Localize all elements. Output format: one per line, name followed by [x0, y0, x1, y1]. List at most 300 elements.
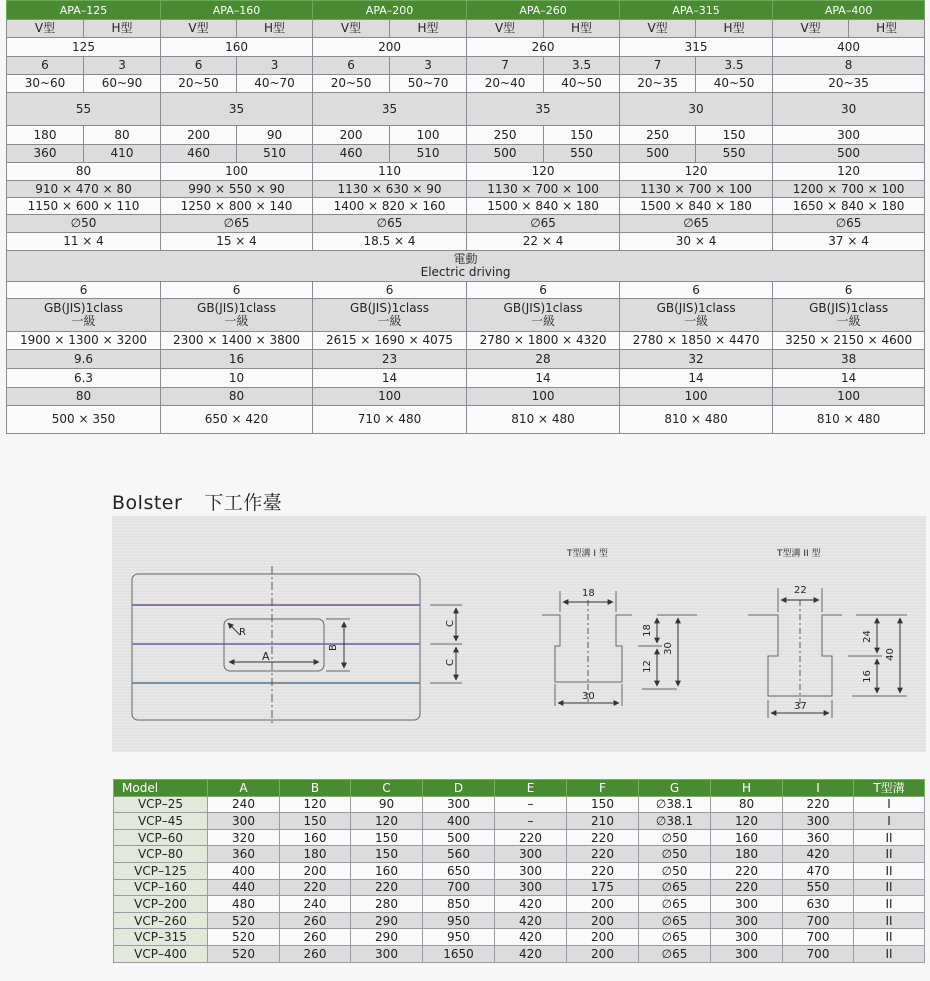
precision-cell — [467, 299, 620, 332]
value-cell: – — [495, 796, 567, 813]
table-row — [114, 796, 925, 813]
value-cell: II — [854, 912, 925, 929]
stroke_a-v: 200 — [161, 126, 237, 145]
model-cell: VCP–25 — [114, 796, 208, 813]
column-header: T型溝 — [854, 780, 925, 797]
slide_adjustment-cell: 100 — [161, 163, 313, 181]
value-cell: – — [495, 813, 567, 830]
model-cell: VCP–60 — [114, 829, 208, 846]
stroke_length-h: 3 — [237, 57, 313, 75]
motor-cell: 22 × 4 — [467, 233, 620, 251]
table-row — [114, 813, 925, 830]
tslot1-upper-depth: 18 — [641, 624, 653, 637]
stroke_b-v: 360 — [7, 145, 84, 163]
stroke_length-row — [7, 57, 925, 75]
column-header: I — [783, 780, 854, 797]
table-row — [114, 879, 925, 896]
slide_adjustment-cell: 80 — [7, 163, 161, 181]
value-cell: 175 — [567, 879, 639, 896]
shank_hole-cell: ∅65 — [467, 215, 620, 233]
value-cell: 420 — [495, 912, 567, 929]
model-cell: VCP–315 — [114, 929, 208, 946]
label-b: B — [327, 644, 339, 651]
label-c-upper: C — [444, 620, 456, 627]
die_cushion_stroke-cell: 100 — [773, 388, 925, 406]
value-cell: 120 — [351, 813, 423, 830]
die_cushion_stroke-cell: 100 — [620, 388, 773, 406]
strokes_per_min-h: 40~50 — [544, 75, 620, 93]
value-cell: 520 — [208, 929, 280, 946]
model-header: APA–160 — [161, 1, 313, 20]
value-cell: 420 — [495, 929, 567, 946]
strokes_per_min-row — [7, 75, 925, 93]
value-cell: 260 — [280, 929, 351, 946]
strokes_per_min-h: 40~70 — [237, 75, 313, 93]
value-cell: 200 — [567, 929, 639, 946]
value-cell: 850 — [423, 896, 495, 913]
dimensions-cell: 2780 × 1850 × 4470 — [620, 332, 773, 350]
motor-cell: 30 × 4 — [620, 233, 773, 251]
stroke_length-cell: 8 — [773, 57, 925, 75]
strokes_per_min-v: 20~40 — [467, 75, 544, 93]
die_cushion_stroke-row — [7, 388, 925, 406]
type-v: V型 — [313, 20, 390, 38]
die_cushion_capacity-cell: 14 — [620, 369, 773, 388]
value-cell: ∅38.1 — [639, 813, 711, 830]
value-cell: ∅50 — [639, 862, 711, 879]
value-cell: 300 — [351, 945, 423, 962]
bolster_area-cell: 1150 × 600 × 110 — [7, 198, 161, 215]
stroke_b-v: 460 — [313, 145, 390, 163]
shank_hole-cell: ∅65 — [161, 215, 313, 233]
stroke_b-h: 550 — [696, 145, 773, 163]
dimensions-cell: 1900 × 1300 × 3200 — [7, 332, 161, 350]
value-cell: 80 — [711, 796, 783, 813]
value-cell: II — [854, 945, 925, 962]
precision-zh: 一級 — [684, 314, 709, 328]
dimensions-cell: 2300 × 1400 × 3800 — [161, 332, 313, 350]
stroke_b-row — [7, 145, 925, 163]
value-cell: 420 — [783, 846, 854, 863]
capacity-cell: 125 — [7, 38, 161, 57]
stroke_a-h: 90 — [237, 126, 313, 145]
shank_hole-cell: ∅50 — [7, 215, 161, 233]
bolster_area-cell: 1250 × 800 × 140 — [161, 198, 313, 215]
precision-en: GB(JIS)1class — [197, 301, 277, 315]
rated_tonnage_point-cell: 55 — [7, 93, 161, 126]
value-cell: 700 — [423, 879, 495, 896]
model-header: APA–315 — [620, 1, 773, 20]
weight-cell: 16 — [161, 350, 313, 369]
precision-cell — [620, 299, 773, 332]
stroke_b-v: 500 — [620, 145, 696, 163]
strokes_per_min-h: 60~90 — [84, 75, 161, 93]
precision-cell — [313, 299, 467, 332]
tslot1-lower-depth: 12 — [641, 660, 653, 673]
value-cell: I — [854, 813, 925, 830]
value-cell: 120 — [280, 796, 351, 813]
drive-row — [7, 251, 925, 282]
stroke_a-row — [7, 126, 925, 145]
table-row — [114, 846, 925, 863]
value-cell: 630 — [783, 896, 854, 913]
value-cell: 420 — [495, 896, 567, 913]
label-c-lower: C — [444, 659, 456, 666]
type-row — [7, 20, 925, 38]
air_pressure-cell: 6 — [467, 282, 620, 299]
value-cell: 400 — [423, 813, 495, 830]
value-cell: 290 — [351, 912, 423, 929]
stroke_length-v: 7 — [620, 57, 696, 75]
value-cell: II — [854, 879, 925, 896]
die_cushion_area-cell: 650 × 420 — [161, 406, 313, 434]
dimensions-row — [7, 332, 925, 350]
table-row — [114, 829, 925, 846]
model-cell: VCP–200 — [114, 896, 208, 913]
die_cushion_area-cell: 810 × 480 — [773, 406, 925, 434]
type-v: V型 — [620, 20, 696, 38]
strokes_per_min-v: 20~50 — [161, 75, 237, 93]
label-r: R — [239, 627, 246, 638]
die_cushion_area-row — [7, 406, 925, 434]
value-cell: 320 — [208, 829, 280, 846]
value-cell: 180 — [711, 846, 783, 863]
value-cell: 220 — [783, 796, 854, 813]
stroke_length-h: 3.5 — [544, 57, 620, 75]
tslot2-lower-depth: 16 — [861, 670, 873, 683]
bolster-title-zh: 下工作臺 — [204, 492, 283, 514]
strokes_per_min-v: 20~35 — [620, 75, 696, 93]
stroke_a-v: 180 — [7, 126, 84, 145]
value-cell: II — [854, 829, 925, 846]
stroke_length-h: 3 — [84, 57, 161, 75]
model-header: APA–400 — [773, 1, 925, 20]
weight-cell: 28 — [467, 350, 620, 369]
precision-zh: 一級 — [836, 314, 861, 328]
stroke_b-h: 510 — [237, 145, 313, 163]
value-cell: 300 — [711, 929, 783, 946]
vcp-header-row — [114, 780, 925, 797]
slide_adjustment-cell: 120 — [467, 163, 620, 181]
tslot1-bottom-width: 30 — [582, 691, 595, 702]
type-h: H型 — [390, 20, 467, 38]
bolster_area-row — [7, 198, 925, 215]
drive-en: Electric driving — [420, 265, 511, 279]
stroke_length-v: 6 — [313, 57, 390, 75]
precision-zh: 一級 — [531, 314, 556, 328]
shank_hole-row — [7, 215, 925, 233]
precision-row — [7, 299, 925, 332]
value-cell: 420 — [495, 945, 567, 962]
stroke_length-h: 3 — [390, 57, 467, 75]
value-cell: 470 — [783, 862, 854, 879]
air_pressure-cell: 6 — [161, 282, 313, 299]
die_cushion_capacity-cell: 10 — [161, 369, 313, 388]
value-cell: 240 — [208, 796, 280, 813]
model-header-row — [7, 1, 925, 20]
dimensions-cell: 2780 × 1800 × 4320 — [467, 332, 620, 350]
value-cell: 90 — [351, 796, 423, 813]
air_pressure-row — [7, 282, 925, 299]
value-cell: 150 — [280, 813, 351, 830]
precision-en: GB(JIS)1class — [809, 301, 889, 315]
value-cell: 260 — [280, 912, 351, 929]
value-cell: 700 — [783, 945, 854, 962]
value-cell: ∅50 — [639, 846, 711, 863]
stroke_a-h: 150 — [696, 126, 773, 145]
stroke_a-v: 250 — [620, 126, 696, 145]
die_cushion_capacity-cell: 14 — [467, 369, 620, 388]
die_cushion_capacity-cell: 14 — [773, 369, 925, 388]
capacity-cell: 200 — [313, 38, 467, 57]
motor-row — [7, 233, 925, 251]
value-cell: ∅65 — [639, 929, 711, 946]
value-cell: ∅65 — [639, 912, 711, 929]
column-header: B — [280, 780, 351, 797]
die_cushion_stroke-cell: 100 — [467, 388, 620, 406]
precision-en: GB(JIS)1class — [44, 301, 124, 315]
tslot1-top-width: 18 — [582, 588, 595, 599]
value-cell: 150 — [351, 829, 423, 846]
shank_hole-cell: ∅65 — [773, 215, 925, 233]
type-v: V型 — [161, 20, 237, 38]
value-cell: ∅65 — [639, 879, 711, 896]
slide_area-cell: 1130 × 700 × 100 — [467, 181, 620, 198]
value-cell: 290 — [351, 929, 423, 946]
precision-cell — [773, 299, 925, 332]
model-cell: VCP–45 — [114, 813, 208, 830]
stroke_a-h: 100 — [390, 126, 467, 145]
value-cell: 220 — [280, 879, 351, 896]
capacity-cell: 315 — [620, 38, 773, 57]
precision-cell — [7, 299, 161, 332]
stroke_length-h: 3.5 — [696, 57, 773, 75]
value-cell: ∅50 — [639, 829, 711, 846]
stroke_b-h: 550 — [544, 145, 620, 163]
dimensions-cell: 3250 × 2150 × 4600 — [773, 332, 925, 350]
bolster-plan-view — [132, 566, 462, 726]
value-cell: II — [854, 862, 925, 879]
value-cell: 300 — [495, 846, 567, 863]
bolster-section-title — [112, 488, 282, 515]
value-cell: 240 — [280, 896, 351, 913]
weight-row — [7, 350, 925, 369]
value-cell: 300 — [711, 945, 783, 962]
weight-cell: 23 — [313, 350, 467, 369]
weight-cell: 32 — [620, 350, 773, 369]
column-header: H — [711, 780, 783, 797]
die_cushion_stroke-cell: 80 — [161, 388, 313, 406]
column-header: E — [495, 780, 567, 797]
strokes_per_min-v: 30~60 — [7, 75, 84, 93]
motor-cell: 15 × 4 — [161, 233, 313, 251]
bolster_area-cell: 1400 × 820 × 160 — [313, 198, 467, 215]
value-cell: 120 — [711, 813, 783, 830]
tslot1-title: T型溝 I 型 — [567, 549, 608, 559]
slide_area-cell: 1130 × 700 × 100 — [620, 181, 773, 198]
value-cell: 300 — [423, 796, 495, 813]
table-row — [114, 929, 925, 946]
value-cell: 160 — [280, 829, 351, 846]
value-cell: 200 — [567, 912, 639, 929]
value-cell: 300 — [711, 896, 783, 913]
value-cell: 200 — [567, 945, 639, 962]
stroke_b-v: 500 — [467, 145, 544, 163]
value-cell: 150 — [351, 846, 423, 863]
column-header: F — [567, 780, 639, 797]
slide_adjustment-cell: 120 — [773, 163, 925, 181]
value-cell: II — [854, 929, 925, 946]
model-cell: VCP–260 — [114, 912, 208, 929]
table-row — [114, 945, 925, 962]
precision-en: GB(JIS)1class — [350, 301, 430, 315]
die_cushion_capacity-row — [7, 369, 925, 388]
table-row — [114, 896, 925, 913]
shank_hole-cell: ∅65 — [313, 215, 467, 233]
precision-cell — [161, 299, 313, 332]
strokes_per_min-h: 50~70 — [390, 75, 467, 93]
rated_tonnage_point-cell: 30 — [773, 93, 925, 126]
value-cell: 300 — [495, 879, 567, 896]
model-cell: VCP–125 — [114, 862, 208, 879]
value-cell: 700 — [783, 912, 854, 929]
press-spec-table — [6, 0, 925, 434]
column-header: D — [423, 780, 495, 797]
type-h: H型 — [84, 20, 161, 38]
value-cell: 300 — [783, 813, 854, 830]
type-h: H型 — [544, 20, 620, 38]
precision-en: GB(JIS)1class — [656, 301, 736, 315]
rated_tonnage_point-row — [7, 93, 925, 126]
rated_tonnage_point-cell: 35 — [467, 93, 620, 126]
stroke_b-cell: 500 — [773, 145, 925, 163]
precision-zh: 一級 — [71, 314, 96, 328]
die_cushion_stroke-cell: 100 — [313, 388, 467, 406]
value-cell: I — [854, 796, 925, 813]
motor-cell: 37 × 4 — [773, 233, 925, 251]
slide_adjustment-row — [7, 163, 925, 181]
value-cell: 200 — [280, 862, 351, 879]
model-cell: VCP–80 — [114, 846, 208, 863]
value-cell: 480 — [208, 896, 280, 913]
type-h: H型 — [696, 20, 773, 38]
stroke_b-h: 510 — [390, 145, 467, 163]
precision-zh: 一級 — [224, 314, 249, 328]
type-v: V型 — [773, 20, 849, 38]
value-cell: 220 — [711, 879, 783, 896]
type-h: H型 — [237, 20, 313, 38]
table-row — [114, 912, 925, 929]
column-header: A — [208, 780, 280, 797]
bolster-diagram-panel — [112, 516, 926, 752]
dimensions-cell: 2615 × 1690 × 4075 — [313, 332, 467, 350]
stroke_a-v: 200 — [313, 126, 390, 145]
value-cell: 1650 — [423, 945, 495, 962]
precision-en: GB(JIS)1class — [503, 301, 583, 315]
rated_tonnage_point-cell: 35 — [161, 93, 313, 126]
capacity-row — [7, 38, 925, 57]
value-cell: ∅38.1 — [639, 796, 711, 813]
precision-zh: 一級 — [377, 314, 402, 328]
tslot-type2-drawing — [748, 588, 907, 718]
value-cell: 300 — [495, 862, 567, 879]
value-cell: 160 — [351, 862, 423, 879]
tslot2-bottom-width: 37 — [794, 701, 807, 712]
motor-cell: 11 × 4 — [7, 233, 161, 251]
value-cell: 220 — [351, 879, 423, 896]
air_pressure-cell: 6 — [620, 282, 773, 299]
value-cell: 360 — [208, 846, 280, 863]
slide_adjustment-cell: 110 — [313, 163, 467, 181]
die_cushion_capacity-cell: 6.3 — [7, 369, 161, 388]
model-header: APA–260 — [467, 1, 620, 20]
value-cell: 150 — [567, 796, 639, 813]
rated_tonnage_point-cell: 30 — [620, 93, 773, 126]
bolster-title-en: Bolster — [112, 492, 183, 514]
die_cushion_area-cell: 810 × 480 — [467, 406, 620, 434]
table-row — [114, 862, 925, 879]
stroke_length-v: 6 — [7, 57, 84, 75]
value-cell: 260 — [280, 945, 351, 962]
tslot2-total-depth: 40 — [884, 648, 896, 661]
value-cell: 300 — [711, 912, 783, 929]
bolster_area-cell: 1650 × 840 × 180 — [773, 198, 925, 215]
die_cushion_area-cell: 710 × 480 — [313, 406, 467, 434]
drive-zh: 電動 — [453, 252, 478, 266]
value-cell: 160 — [711, 829, 783, 846]
air_pressure-cell: 6 — [773, 282, 925, 299]
value-cell: 520 — [208, 912, 280, 929]
strokes_per_min-v: 20~50 — [313, 75, 390, 93]
tslot2-upper-depth: 24 — [861, 630, 873, 643]
value-cell: 560 — [423, 846, 495, 863]
strokes_per_min-cell: 20~35 — [773, 75, 925, 93]
value-cell: 400 — [208, 862, 280, 879]
drive-cell — [7, 251, 925, 282]
value-cell: ∅65 — [639, 945, 711, 962]
bolster_area-cell: 1500 × 840 × 180 — [467, 198, 620, 215]
rated_tonnage_point-cell: 35 — [313, 93, 467, 126]
tslot1-total-depth: 30 — [662, 642, 674, 655]
weight-cell: 38 — [773, 350, 925, 369]
value-cell: 180 — [280, 846, 351, 863]
die_cushion_area-cell: 810 × 480 — [620, 406, 773, 434]
value-cell: 440 — [208, 879, 280, 896]
value-cell: II — [854, 846, 925, 863]
stroke_a-cell: 300 — [773, 126, 925, 145]
value-cell: 500 — [423, 829, 495, 846]
value-cell: 220 — [711, 862, 783, 879]
column-header: Model — [114, 780, 208, 797]
value-cell: 950 — [423, 929, 495, 946]
value-cell: 210 — [567, 813, 639, 830]
model-header: APA–125 — [7, 1, 161, 20]
stroke_a-v: 250 — [467, 126, 544, 145]
value-cell: 200 — [567, 896, 639, 913]
slide_adjustment-cell: 120 — [620, 163, 773, 181]
value-cell: 650 — [423, 862, 495, 879]
value-cell: 220 — [495, 829, 567, 846]
value-cell: 520 — [208, 945, 280, 962]
stroke_a-h: 150 — [544, 126, 620, 145]
value-cell: 220 — [567, 862, 639, 879]
type-h: H型 — [849, 20, 925, 38]
column-header: G — [639, 780, 711, 797]
tslot2-title: T型溝 II 型 — [777, 549, 821, 559]
value-cell: 280 — [351, 896, 423, 913]
value-cell: 550 — [783, 879, 854, 896]
value-cell: 700 — [783, 929, 854, 946]
